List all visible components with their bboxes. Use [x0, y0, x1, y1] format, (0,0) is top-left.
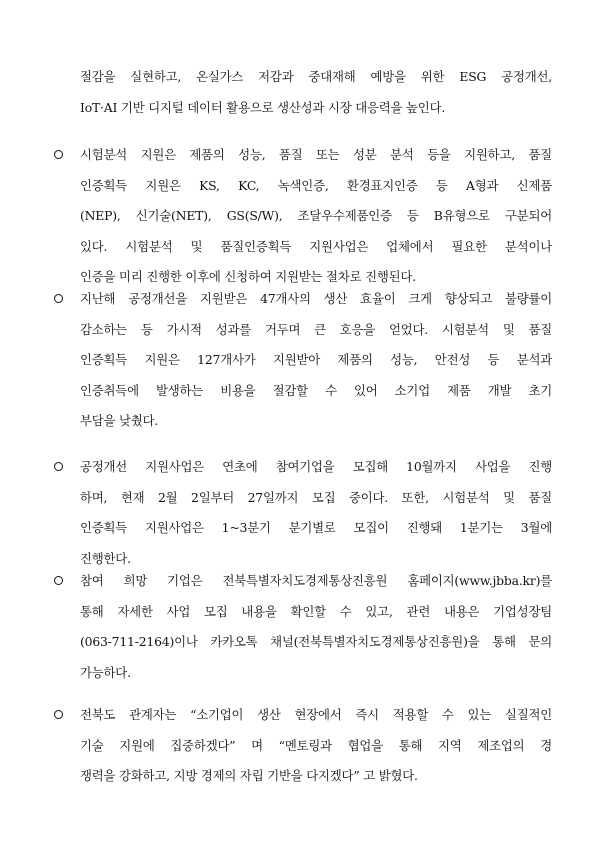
circle-bullet-icon	[54, 462, 63, 471]
text-line: 인증획득 지원사업은 1~3분기 분기별로 모집이 진행돼 1분기는 3월에	[80, 520, 552, 535]
text-line: 하며, 현재 2월 2일부터 27일까지 모집 중이다. 또한, 시험분석 및 품질	[80, 489, 552, 505]
paragraph-text	[80, 566, 552, 688]
text-line: 인증취득에 발생하는 비용을 절감할 수 있어 소기업 제품 개발 초기	[80, 382, 552, 398]
text-line: (063-711-2164)이나 카카오톡 채널(전북특별자치도경제통상진흥원)을 통해 문의	[80, 634, 552, 649]
paragraph-text	[80, 62, 552, 123]
text-line: 부담을 낮췄다.	[80, 413, 159, 428]
text-line: IoT·AI 기반 디지털 데이터 활용으로 생산성과 시장 대응력을 높인다.	[80, 99, 446, 115]
text-line: 인증획득 지원은 127개사가 지원받아 제품의 성능, 안전성 등 분석과	[80, 352, 552, 367]
paragraph-text	[80, 140, 552, 293]
circle-bullet-icon	[54, 150, 63, 159]
text-line: 참여 희망 기업은 전북특별자치도경제통상진흥원 홈페이지(www.jbba.kr)를	[80, 573, 552, 588]
circle-bullet-icon	[54, 576, 63, 585]
circle-bullet-icon	[54, 294, 63, 303]
text-line: 기술 지원에 집중하겠다” 며 “멘토링과 협업을 통해 지역 제조업의 경	[80, 737, 552, 753]
circle-bullet-icon	[54, 710, 63, 719]
text-line: 쟁력을 강화하고, 지방 경제의 자립 기반을 다지겠다” 고 밝혔다.	[80, 768, 418, 783]
paragraph-text	[80, 700, 552, 792]
text-line: 진행한다.	[80, 550, 131, 566]
text-line: 인증획득 지원은 KS, KC, 녹색인증, 환경표지인증 등 A형과 신제품	[80, 177, 552, 193]
text-line: (NEP), 신기술(NET), GS(S/W), 조달우수제품인증 등 B유형으로 구분되어	[80, 208, 552, 223]
text-line: 인증을 미리 진행한 이후에 신청하여 지원받는 절차로 진행된다.	[80, 269, 416, 284]
text-line: 전북도 관계자는 “소기업이 생산 현장에서 즉시 적용할 수 있는 실질적인	[80, 707, 552, 722]
text-line: 있다. 시험분석 및 품질인증획득 지원사업은 업체에서 필요한 분석이나	[80, 238, 552, 254]
text-line: 절감을 실현하고, 온실가스 저감과 중대재해 예방을 위한 ESG 공정개선,	[80, 69, 552, 84]
text-line: 공정개선 지원사업은 연초에 참여기업을 모집해 10월까지 사업을 진행	[80, 459, 552, 474]
text-line: 시험분석 지원은 제품의 성능, 품질 또는 성분 분석 등을 지원하고, 품질	[80, 147, 552, 162]
text-line: 통해 자세한 사업 모집 내용을 확인할 수 있고, 관련 내용은 기업성장팀	[80, 603, 552, 619]
text-line: 가능하다.	[80, 664, 131, 680]
text-line: 지난해 공정개선을 지원받은 47개사의 생산 효율이 크게 향상되고 불량률이	[80, 291, 552, 306]
text-line: 감소하는 등 가시적 성과를 거두며 큰 호응을 얻었다. 시험분석 및 품질	[80, 321, 552, 337]
paragraph-text	[80, 452, 552, 574]
paragraph-text	[80, 284, 552, 437]
